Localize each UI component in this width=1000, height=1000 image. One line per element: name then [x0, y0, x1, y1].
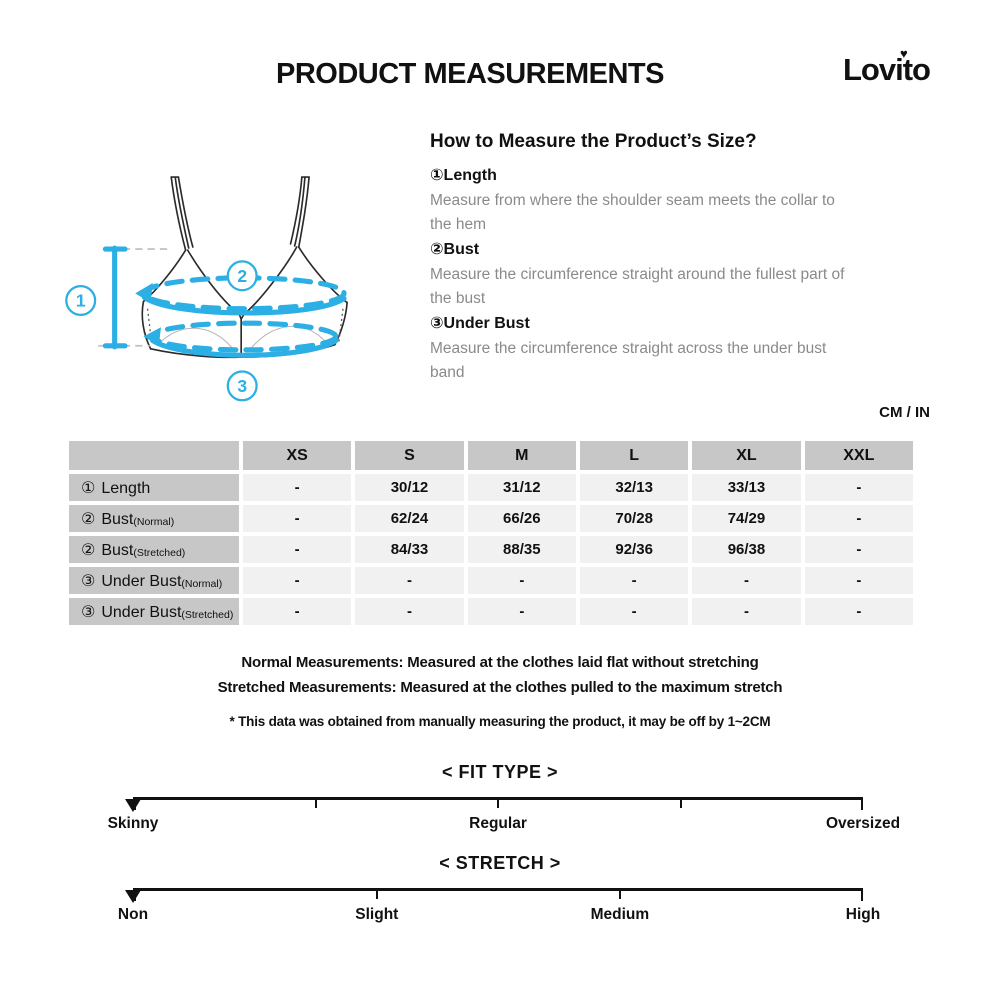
row-name: Length	[101, 479, 151, 497]
size-cell: -	[355, 567, 463, 594]
guide-item-label: Under Bust	[443, 315, 530, 332]
guide-item-label: Bust	[443, 241, 480, 258]
size-cell: 70/28	[580, 505, 688, 532]
guide-item-desc: Measure the circumference straight around the fullest part of	[430, 266, 845, 283]
guide-item-desc: the hem	[430, 216, 487, 233]
size-cell: 32/13	[580, 474, 688, 501]
guide-heading: How to Measure the Product’s Size?	[430, 131, 757, 152]
size-cell: 84/33	[355, 536, 463, 563]
row-number: ③	[81, 603, 96, 621]
ruler-right-cap	[861, 888, 864, 901]
row-sub: (Normal)	[181, 577, 223, 590]
fit-label-oversized: Oversized	[825, 815, 901, 832]
row-name: Under Bust	[101, 572, 182, 590]
disclaimer-note: * This data was obtained from manually measuring the product, it may be off by 1~2CM	[229, 714, 771, 729]
guide-item-number: ②	[430, 241, 444, 258]
guide-item-label: Length	[443, 167, 497, 184]
size-table-corner-cell	[69, 441, 239, 470]
fit-label-skinny: Skinny	[107, 815, 159, 832]
column-header-xl: XL	[692, 441, 800, 470]
size-cell: -	[692, 567, 800, 594]
brand-logo	[843, 52, 930, 88]
guide-item-length	[430, 163, 930, 237]
column-header-m: M	[468, 441, 576, 470]
size-table	[65, 437, 917, 629]
ruler-tick	[497, 797, 499, 808]
stretch-ruler	[133, 888, 863, 902]
measure-guide	[430, 131, 930, 385]
size-cell: 31/12	[468, 474, 576, 501]
fit-type-ruler	[133, 797, 863, 811]
size-cell: 96/38	[692, 536, 800, 563]
ruler-tick	[680, 797, 682, 808]
column-header-xs: XS	[243, 441, 351, 470]
size-cell: -	[243, 474, 351, 501]
size-cell: -	[805, 474, 913, 501]
table-row-underbust-normal	[69, 567, 913, 594]
size-cell: -	[468, 598, 576, 625]
size-cell: 30/12	[355, 474, 463, 501]
size-cell: 62/24	[355, 505, 463, 532]
table-row-bust-stretched	[69, 536, 913, 563]
guide-item-number: ①	[430, 167, 444, 184]
row-label	[69, 505, 239, 532]
size-cell: 74/29	[692, 505, 800, 532]
bra-diagram-svg	[55, 148, 415, 416]
row-label	[69, 474, 239, 501]
table-row-underbust-stretched	[69, 598, 913, 625]
fit-type-marker-icon	[125, 799, 141, 812]
row-label	[69, 536, 239, 563]
row-sub: (Normal)	[133, 515, 175, 528]
row-number: ②	[81, 510, 96, 528]
ruler-tick	[315, 797, 317, 808]
stretch-marker-icon	[125, 890, 141, 903]
size-cell: -	[580, 598, 688, 625]
size-cell: -	[805, 505, 913, 532]
heart-icon	[900, 46, 907, 61]
note-normal: Normal Measurements: Measured at the clothes laid flat without stretching	[241, 654, 759, 671]
size-cell: 88/35	[468, 536, 576, 563]
size-cell: -	[692, 598, 800, 625]
page-title: PRODUCT MEASUREMENTS	[276, 58, 664, 90]
product-measurement-diagram	[55, 148, 415, 421]
size-cell: -	[805, 536, 913, 563]
size-cell: -	[805, 567, 913, 594]
fit-type-title: < FIT TYPE >	[441, 762, 559, 782]
measurement-notes	[0, 650, 1000, 700]
size-cell: -	[243, 536, 351, 563]
guide-item-bust	[430, 237, 930, 311]
guide-item-title	[430, 163, 930, 189]
size-cell: -	[243, 567, 351, 594]
ruler-tick	[376, 888, 378, 899]
stretch-label-non: Non	[117, 906, 149, 923]
stretch-title: < STRETCH >	[439, 853, 561, 873]
row-sub: (Stretched)	[181, 608, 234, 621]
ruler-right-cap	[861, 797, 864, 810]
marker-number-1: 1	[75, 290, 86, 311]
row-label	[69, 598, 239, 625]
row-sub: (Stretched)	[133, 546, 186, 559]
row-number: ②	[81, 541, 96, 559]
guide-item-title	[430, 237, 930, 263]
stretch-label-medium: Medium	[590, 906, 650, 923]
column-header-xxl: XXL	[805, 441, 913, 470]
ruler-tick	[619, 888, 621, 899]
unit-label: CM / IN	[879, 404, 930, 421]
leader-lines	[98, 249, 172, 346]
size-cell: -	[243, 505, 351, 532]
row-name: Bust	[101, 541, 134, 559]
row-name: Under Bust	[101, 603, 182, 621]
brand-logo-text: Lovito	[843, 52, 930, 87]
guide-item-underbust	[430, 311, 930, 385]
size-cell: -	[243, 598, 351, 625]
column-header-l: L	[580, 441, 688, 470]
underbust-dashed-ellipse	[153, 323, 336, 350]
marker-number-2: 2	[237, 266, 248, 286]
size-cell: 66/26	[468, 505, 576, 532]
ruler-line	[133, 888, 863, 891]
stretch-label-slight: Slight	[355, 906, 399, 923]
row-number: ①	[81, 479, 96, 497]
guide-item-desc: band	[430, 364, 465, 381]
note-stretched: Stretched Measurements: Measured at the clothes pulled to the maximum stretch	[217, 679, 783, 696]
size-cell: 92/36	[580, 536, 688, 563]
size-table-header-row	[69, 441, 913, 470]
guide-item-desc: Measure from where the shoulder seam meets the collar to	[430, 192, 835, 209]
stretch-labels	[117, 906, 881, 926]
size-cell: -	[580, 567, 688, 594]
guide-item-title	[430, 311, 930, 337]
size-cell: -	[355, 598, 463, 625]
guide-item-desc: Measure the circumference straight across the under bust	[430, 340, 827, 357]
size-cell: 33/13	[692, 474, 800, 501]
fit-label-regular: Regular	[469, 815, 527, 832]
guide-item-number: ③	[430, 315, 444, 332]
stretch-label-high: High	[845, 906, 881, 923]
guide-item-desc: the bust	[430, 290, 486, 307]
size-cell: -	[468, 567, 576, 594]
fit-type-labels	[107, 815, 901, 835]
table-row-bust-normal	[69, 505, 913, 532]
row-number: ③	[81, 572, 96, 590]
size-cell: -	[805, 598, 913, 625]
column-header-s: S	[355, 441, 463, 470]
row-name: Bust	[101, 510, 134, 528]
row-label	[69, 567, 239, 594]
table-row-length	[69, 474, 913, 501]
marker-number-3: 3	[237, 376, 248, 397]
